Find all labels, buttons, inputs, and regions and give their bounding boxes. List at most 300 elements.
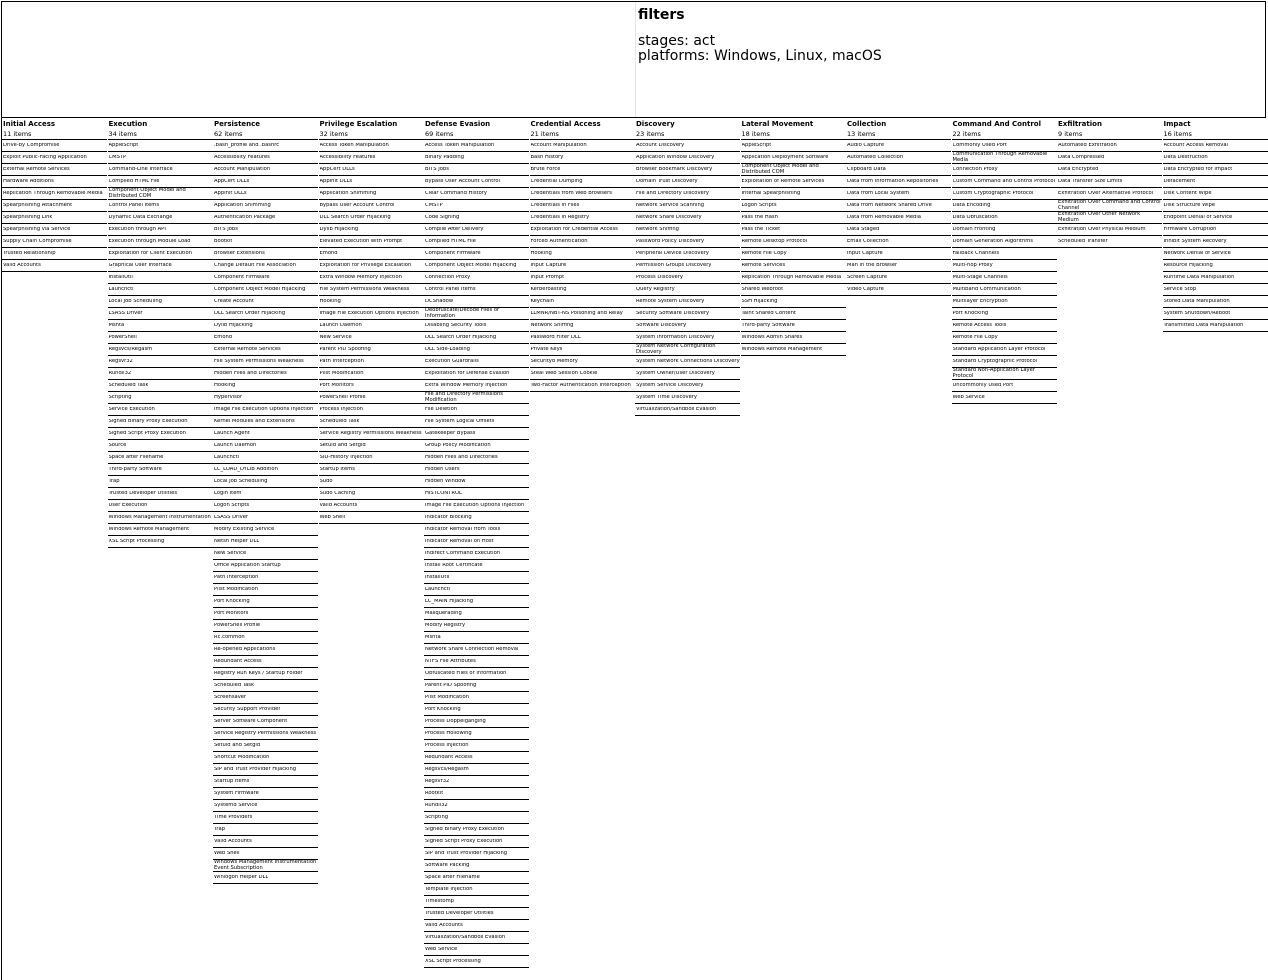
technique-cell[interactable] [213,524,318,536]
technique-cell[interactable] [424,704,529,716]
tactic-name[interactable]: Lateral Movement [741,120,814,128]
technique-cell[interactable] [319,344,424,356]
tactic-name[interactable]: Privilege Escalation [319,120,398,128]
technique-cell[interactable] [213,824,318,836]
technique-cell[interactable] [424,152,529,164]
technique-cell[interactable] [741,248,846,260]
technique-cell[interactable] [1163,284,1268,296]
technique-cell[interactable] [2,236,107,248]
technique-cell[interactable] [213,452,318,464]
technique-cell[interactable] [108,500,213,512]
technique-cell[interactable] [213,392,318,404]
technique-cell[interactable] [213,812,318,824]
technique-cell[interactable] [319,200,424,212]
technique-cell[interactable] [213,140,318,152]
tactic-name[interactable]: Execution [108,120,148,128]
technique-cell[interactable] [319,416,424,428]
technique-cell[interactable] [108,188,213,200]
technique-cell[interactable] [424,404,529,416]
tactic-name[interactable]: Exfiltration [1058,120,1102,128]
technique-cell[interactable] [635,296,740,308]
technique-cell[interactable] [108,284,213,296]
technique-cell[interactable] [1163,272,1268,284]
technique-cell[interactable] [635,344,740,356]
technique-cell[interactable] [635,200,740,212]
technique-cell[interactable] [424,884,529,896]
technique-cell[interactable] [108,320,213,332]
tactic-name[interactable]: Persistence [214,120,261,128]
technique-cell[interactable] [952,380,1057,392]
technique-cell[interactable] [635,152,740,164]
technique-cell[interactable] [213,680,318,692]
technique-cell[interactable] [424,476,529,488]
technique-cell[interactable] [424,356,529,368]
technique-cell[interactable] [213,440,318,452]
technique-cell[interactable] [108,416,213,428]
technique-cell[interactable] [319,164,424,176]
technique-cell[interactable] [108,272,213,284]
technique-cell[interactable] [635,272,740,284]
technique-cell[interactable] [424,140,529,152]
technique-cell[interactable] [952,392,1057,404]
tactic-name[interactable]: Discovery [636,120,675,128]
technique-cell[interactable] [213,644,318,656]
technique-cell[interactable] [213,476,318,488]
technique-cell[interactable] [635,224,740,236]
technique-cell[interactable] [741,308,846,320]
technique-cell[interactable] [952,236,1057,248]
technique-cell[interactable] [424,200,529,212]
technique-cell[interactable] [952,272,1057,284]
technique-cell[interactable] [635,368,740,380]
technique-cell[interactable] [424,764,529,776]
technique-cell[interactable] [741,164,846,176]
technique-cell[interactable] [108,404,213,416]
technique-cell[interactable] [952,224,1057,236]
technique-cell[interactable] [741,344,846,356]
technique-cell[interactable] [319,380,424,392]
technique-cell[interactable] [319,236,424,248]
tactic-name[interactable]: Defense Evasion [425,120,491,128]
technique-cell[interactable] [213,656,318,668]
technique-cell[interactable] [1163,296,1268,308]
technique-cell[interactable] [108,536,213,548]
technique-cell[interactable] [319,500,424,512]
technique-cell[interactable] [635,320,740,332]
technique-cell[interactable] [108,392,213,404]
technique-cell[interactable] [213,512,318,524]
technique-cell[interactable] [530,248,635,260]
technique-cell[interactable] [741,320,846,332]
tactic-name[interactable]: Collection [847,120,887,128]
technique-cell[interactable] [108,368,213,380]
technique-cell[interactable] [213,404,318,416]
technique-cell[interactable] [424,176,529,188]
technique-cell[interactable] [846,284,951,296]
technique-cell[interactable] [1163,152,1268,164]
technique-cell[interactable] [319,332,424,344]
technique-cell[interactable] [424,164,529,176]
technique-cell[interactable] [213,176,318,188]
technique-cell[interactable] [213,752,318,764]
technique-cell[interactable] [424,296,529,308]
technique-cell[interactable] [424,692,529,704]
technique-cell[interactable] [424,548,529,560]
technique-cell[interactable] [530,236,635,248]
technique-cell[interactable] [213,284,318,296]
technique-cell[interactable] [952,164,1057,176]
technique-cell[interactable] [741,296,846,308]
technique-cell[interactable] [2,200,107,212]
technique-cell[interactable] [108,212,213,224]
technique-cell[interactable] [424,524,529,536]
technique-cell[interactable] [2,164,107,176]
technique-cell[interactable] [424,572,529,584]
technique-cell[interactable] [635,404,740,416]
technique-cell[interactable] [424,260,529,272]
technique-cell[interactable] [213,776,318,788]
technique-cell[interactable] [424,512,529,524]
technique-cell[interactable] [530,164,635,176]
technique-cell[interactable] [108,164,213,176]
technique-cell[interactable] [319,476,424,488]
technique-cell[interactable] [1057,152,1162,164]
technique-cell[interactable] [424,416,529,428]
technique-cell[interactable] [319,224,424,236]
technique-cell[interactable] [319,176,424,188]
technique-cell[interactable] [424,944,529,956]
technique-cell[interactable] [952,260,1057,272]
technique-cell[interactable] [424,956,529,968]
technique-cell[interactable] [424,500,529,512]
technique-cell[interactable] [108,224,213,236]
technique-cell[interactable] [319,368,424,380]
technique-cell[interactable] [424,800,529,812]
technique-cell[interactable] [846,188,951,200]
technique-cell[interactable] [319,320,424,332]
technique-cell[interactable] [319,140,424,152]
technique-cell[interactable] [2,152,107,164]
technique-cell[interactable] [1057,212,1162,224]
technique-cell[interactable] [424,452,529,464]
technique-cell[interactable] [319,428,424,440]
technique-cell[interactable] [1163,212,1268,224]
technique-cell[interactable] [741,224,846,236]
technique-cell[interactable] [424,332,529,344]
technique-cell[interactable] [213,728,318,740]
technique-cell[interactable] [530,332,635,344]
technique-cell[interactable] [846,164,951,176]
technique-cell[interactable] [213,200,318,212]
technique-cell[interactable] [213,860,318,872]
technique-cell[interactable] [213,488,318,500]
technique-cell[interactable] [424,836,529,848]
technique-cell[interactable] [424,536,529,548]
technique-cell[interactable] [108,524,213,536]
technique-cell[interactable] [424,680,529,692]
technique-cell[interactable] [1163,308,1268,320]
technique-cell[interactable] [741,188,846,200]
technique-cell[interactable] [530,260,635,272]
technique-cell[interactable] [1163,188,1268,200]
technique-cell[interactable] [530,272,635,284]
technique-cell[interactable] [424,272,529,284]
technique-cell[interactable] [108,152,213,164]
technique-cell[interactable] [108,344,213,356]
technique-cell[interactable] [213,152,318,164]
technique-cell[interactable] [424,488,529,500]
technique-cell[interactable] [424,788,529,800]
technique-cell[interactable] [952,200,1057,212]
technique-cell[interactable] [424,908,529,920]
technique-cell[interactable] [635,164,740,176]
technique-cell[interactable] [108,308,213,320]
technique-cell[interactable] [424,824,529,836]
technique-cell[interactable] [530,320,635,332]
technique-cell[interactable] [108,332,213,344]
technique-cell[interactable] [213,188,318,200]
technique-cell[interactable] [108,440,213,452]
technique-cell[interactable] [319,440,424,452]
technique-cell[interactable] [424,428,529,440]
technique-cell[interactable] [1057,164,1162,176]
technique-cell[interactable] [424,716,529,728]
technique-cell[interactable] [2,188,107,200]
technique-cell[interactable] [530,188,635,200]
technique-cell[interactable] [635,236,740,248]
technique-cell[interactable] [741,260,846,272]
technique-cell[interactable] [952,296,1057,308]
technique-cell[interactable] [213,620,318,632]
technique-cell[interactable] [424,248,529,260]
technique-cell[interactable] [424,812,529,824]
technique-cell[interactable] [846,236,951,248]
technique-cell[interactable] [319,512,424,524]
technique-cell[interactable] [213,428,318,440]
technique-cell[interactable] [213,224,318,236]
technique-cell[interactable] [1163,164,1268,176]
technique-cell[interactable] [741,152,846,164]
tactic-name[interactable]: Initial Access [3,120,56,128]
technique-cell[interactable] [424,224,529,236]
technique-cell[interactable] [952,188,1057,200]
technique-cell[interactable] [424,236,529,248]
technique-cell[interactable] [213,212,318,224]
technique-cell[interactable] [952,152,1057,164]
technique-cell[interactable] [213,464,318,476]
technique-cell[interactable] [530,296,635,308]
technique-cell[interactable] [319,212,424,224]
technique-cell[interactable] [741,176,846,188]
technique-cell[interactable] [424,620,529,632]
technique-cell[interactable] [213,608,318,620]
technique-cell[interactable] [952,344,1057,356]
tactic-name[interactable]: Impact [1163,120,1191,128]
technique-cell[interactable] [1057,200,1162,212]
technique-cell[interactable] [530,224,635,236]
technique-cell[interactable] [424,872,529,884]
technique-cell[interactable] [213,668,318,680]
technique-cell[interactable] [635,380,740,392]
technique-cell[interactable] [424,740,529,752]
technique-cell[interactable] [213,272,318,284]
technique-cell[interactable] [319,272,424,284]
technique-cell[interactable] [213,260,318,272]
technique-cell[interactable] [424,728,529,740]
technique-cell[interactable] [319,296,424,308]
technique-cell[interactable] [846,140,951,152]
technique-cell[interactable] [108,512,213,524]
technique-cell[interactable] [424,320,529,332]
technique-cell[interactable] [424,920,529,932]
technique-cell[interactable] [635,284,740,296]
technique-cell[interactable] [319,152,424,164]
technique-cell[interactable] [846,272,951,284]
technique-cell[interactable] [424,608,529,620]
technique-cell[interactable] [213,836,318,848]
technique-cell[interactable] [952,284,1057,296]
technique-cell[interactable] [1057,188,1162,200]
technique-cell[interactable] [1163,320,1268,332]
technique-cell[interactable] [1163,224,1268,236]
technique-cell[interactable] [2,176,107,188]
technique-cell[interactable] [741,236,846,248]
technique-cell[interactable] [108,488,213,500]
technique-cell[interactable] [108,296,213,308]
technique-cell[interactable] [424,632,529,644]
technique-cell[interactable] [213,344,318,356]
technique-cell[interactable] [424,848,529,860]
technique-cell[interactable] [424,584,529,596]
technique-cell[interactable] [424,932,529,944]
technique-cell[interactable] [952,212,1057,224]
technique-cell[interactable] [424,212,529,224]
technique-cell[interactable] [213,740,318,752]
technique-cell[interactable] [424,464,529,476]
technique-cell[interactable] [424,860,529,872]
technique-cell[interactable] [213,500,318,512]
technique-cell[interactable] [1163,176,1268,188]
technique-cell[interactable] [530,176,635,188]
technique-cell[interactable] [319,392,424,404]
technique-cell[interactable] [108,236,213,248]
technique-cell[interactable] [108,380,213,392]
technique-cell[interactable] [213,872,318,884]
technique-cell[interactable] [108,176,213,188]
technique-cell[interactable] [530,140,635,152]
technique-cell[interactable] [2,260,107,272]
technique-cell[interactable] [2,224,107,236]
technique-cell[interactable] [952,248,1057,260]
technique-cell[interactable] [424,752,529,764]
technique-cell[interactable] [530,308,635,320]
technique-cell[interactable] [741,200,846,212]
technique-cell[interactable] [319,248,424,260]
technique-cell[interactable] [846,260,951,272]
technique-cell[interactable] [108,248,213,260]
technique-cell[interactable] [635,356,740,368]
technique-cell[interactable] [1057,140,1162,152]
technique-cell[interactable] [213,560,318,572]
technique-cell[interactable] [952,308,1057,320]
technique-cell[interactable] [319,284,424,296]
technique-cell[interactable] [319,464,424,476]
technique-cell[interactable] [213,164,318,176]
technique-cell[interactable] [424,380,529,392]
technique-cell[interactable] [213,248,318,260]
technique-cell[interactable] [952,368,1057,380]
technique-cell[interactable] [213,800,318,812]
technique-cell[interactable] [319,404,424,416]
technique-cell[interactable] [424,596,529,608]
technique-cell[interactable] [1057,224,1162,236]
technique-cell[interactable] [635,392,740,404]
technique-cell[interactable] [846,212,951,224]
technique-cell[interactable] [213,692,318,704]
technique-cell[interactable] [1163,200,1268,212]
technique-cell[interactable] [424,776,529,788]
technique-cell[interactable] [424,668,529,680]
technique-cell[interactable] [424,644,529,656]
technique-cell[interactable] [424,896,529,908]
technique-cell[interactable] [213,848,318,860]
technique-cell[interactable] [846,152,951,164]
technique-cell[interactable] [741,272,846,284]
technique-cell[interactable] [213,584,318,596]
technique-cell[interactable] [319,260,424,272]
technique-cell[interactable] [846,248,951,260]
technique-cell[interactable] [846,224,951,236]
technique-cell[interactable] [635,248,740,260]
technique-cell[interactable] [424,344,529,356]
technique-cell[interactable] [424,656,529,668]
technique-cell[interactable] [319,488,424,500]
technique-cell[interactable] [319,356,424,368]
technique-cell[interactable] [530,356,635,368]
technique-cell[interactable] [213,308,318,320]
technique-cell[interactable] [635,332,740,344]
technique-cell[interactable] [424,392,529,404]
technique-cell[interactable] [1057,236,1162,248]
technique-cell[interactable] [108,452,213,464]
technique-cell[interactable] [635,188,740,200]
technique-cell[interactable] [319,308,424,320]
technique-cell[interactable] [108,464,213,476]
technique-cell[interactable] [213,632,318,644]
technique-cell[interactable] [108,260,213,272]
technique-cell[interactable] [530,368,635,380]
technique-cell[interactable] [424,560,529,572]
technique-cell[interactable] [741,284,846,296]
technique-cell[interactable] [213,236,318,248]
technique-cell[interactable] [530,380,635,392]
technique-cell[interactable] [1163,140,1268,152]
technique-cell[interactable] [2,248,107,260]
technique-cell[interactable] [952,320,1057,332]
technique-cell[interactable] [213,416,318,428]
technique-cell[interactable] [108,428,213,440]
technique-cell[interactable] [213,716,318,728]
technique-cell[interactable] [108,200,213,212]
technique-cell[interactable] [952,332,1057,344]
technique-cell[interactable] [1057,176,1162,188]
technique-cell[interactable] [213,380,318,392]
technique-cell[interactable] [530,152,635,164]
technique-cell[interactable] [108,356,213,368]
technique-cell[interactable] [530,200,635,212]
technique-cell[interactable] [952,356,1057,368]
technique-cell[interactable] [530,344,635,356]
